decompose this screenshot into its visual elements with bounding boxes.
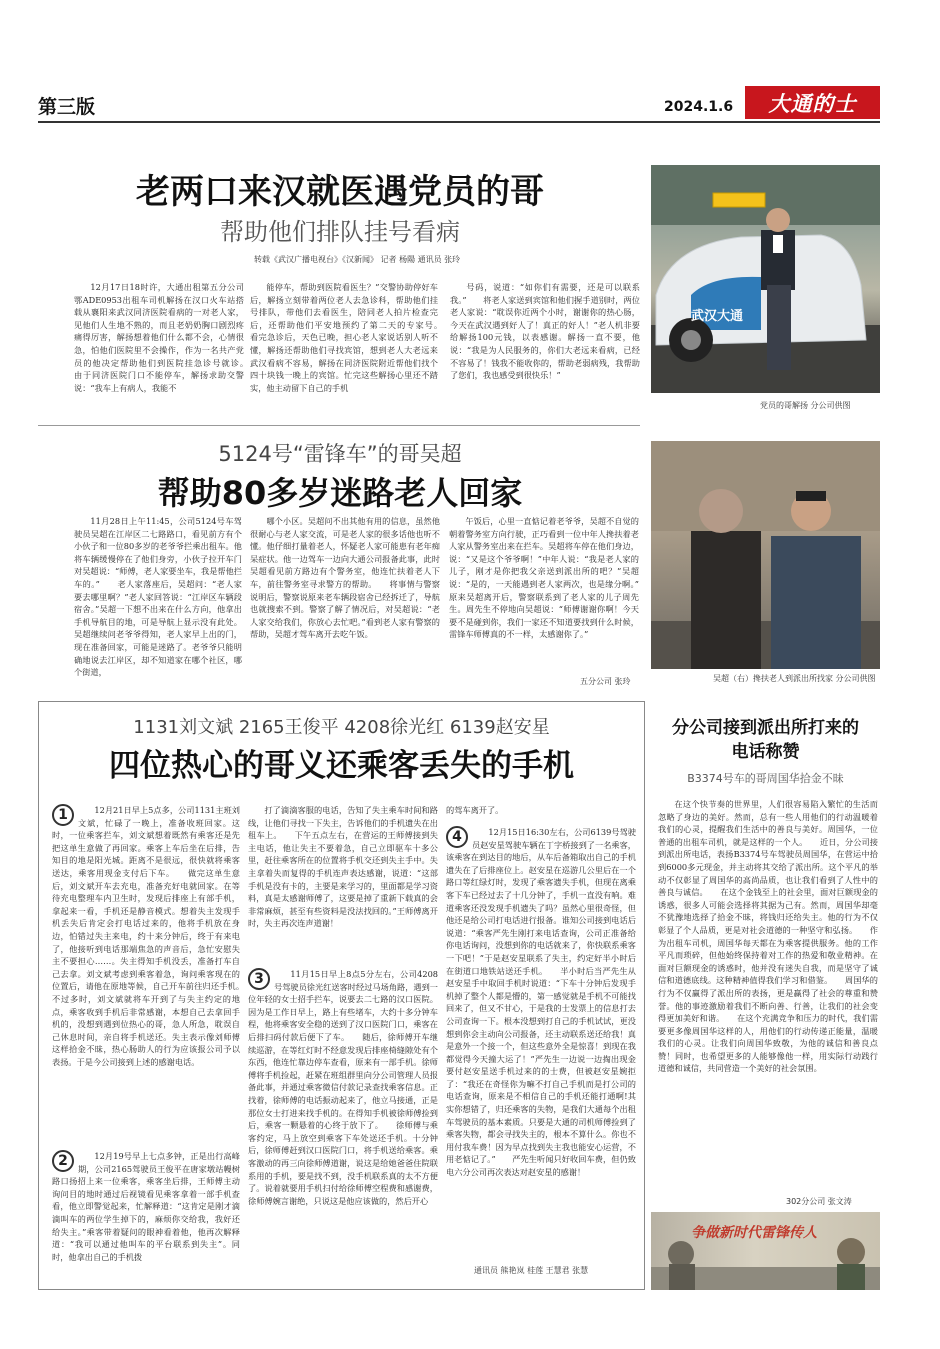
story3-text-2a: 打了滴滴客服的电话，告知了失主乘车时间和路线，让他们寻找一下失主，告诉他们的手机遗失在出租车上。 下午五点左右，在营运的王师傅接到失主电话，他让失主不要着急，自己立即驱车十多公里，赶往乘客所在的位置将手机交还到失主手中。失主拿着失而复得的手机连声表达感谢，说道：“这部手机是没有卡的，主要是来学习的，里面都是学习资料，真是太感谢师傅了，这要是掉了重新下载真的会非常麻烦，甚至有些资料是没法找回的。”王师傅离开时，失主再次连声道谢！ (248, 805, 438, 929)
story-number-2: 2 (52, 1150, 74, 1172)
story2-column-3 (449, 515, 639, 673)
driver-helps-elder-illustration (651, 441, 880, 669)
story3-column-1b (52, 1150, 240, 1280)
story3-column-1a (52, 804, 240, 1148)
story4-title-line1: 分公司接到派出所打来的 (672, 718, 859, 738)
story4-title-line2: 电话称赞 (731, 742, 800, 762)
story1-subtitle: 帮助他们排队挂号看病 (220, 218, 460, 246)
story2-caption: 吴超（右）搀扶老人到派出所找家 分公司供图 (713, 674, 876, 683)
story4-column (658, 798, 878, 1194)
edition-label: 第三版 (38, 96, 96, 118)
story3-column-2b (248, 968, 438, 1280)
story1-photo (651, 165, 880, 393)
story2-column-1 (74, 515, 242, 687)
story3-text-3a: 的驾车离开了。 (446, 805, 504, 815)
story-number-1: 1 (52, 804, 74, 826)
story3-column-2a (248, 804, 438, 962)
issue-date: 2024.1.6 (664, 99, 734, 115)
slogan-banner (651, 1212, 880, 1290)
banner-slogan: 争做新时代雷锋传人 (691, 1225, 817, 1241)
story3-title: 四位热心的哥义还乘客丢失的手机 (109, 748, 574, 784)
story1-credit: 转载《武汉广播电视台》《汉新闻》 记者 杨陽 通讯员 张玲 (254, 255, 461, 264)
story1-text-2: 能停车，帮助到医院看医生？”交警协助停好车后，解扬立刻带着两位老人去急诊科，帮助他们挂号排队，带他们去看医生，陪同老人拍片检查完后，还帮助他们平安地预约了第二天的专家号。 看完急诊后，天色已晚，担心老人家说话别人听不懂，解扬还帮助他们寻找宾馆，想到老人大老远来武汉看病不容易，解扬在同济医院附近帮他们找个四十块钱一晚上的宾馆。忙完这些解扬心里还不踏实，他主动留下自己的手机 (250, 282, 438, 393)
story2-text-3: 午饭后，心里一直惦记着老爷爷，吴超不自觉的朝着警务室方向行驶，正巧看到一位中年人搀扶着老人家从警务室出来在拦车。吴超将车停在他们身边，说：“又是这个爷爷啊！”中年人说：“我是老人家的儿子，刚才是你把我父亲送到派出所的吧？”吴超说：“是的，一天能遇到老人家两次，也是缘分啊。” 原来吴超离开后，警察联系到了老人家的儿子周先生。周先生不停地向吴超说：“师傅谢谢你啊！今天要不是碰到你，我们一家还不知道要找到什么时候，雷锋车师傅真的不一样，太感谢你了。” (449, 516, 639, 640)
story2-title: 帮助80多岁迷路老人回家 (157, 474, 523, 512)
story2-column-2 (250, 515, 440, 687)
story3-column-3a (446, 804, 636, 818)
story3-text-1b: 12月19号早上七点多钟，正是出行高峰期，公司2165驾驶员王俊平在唐家墩站幔树路口扬招上来一位乘客，乘客坐后排，王师傅主动询问目的地时通过后视镜看见乘客拿着一部手机查看，他立即警觉起来，忙解释道：“这肯定是刚才滴滴叫车的两位学生掉下的，麻烦你交给我，我好还给失主。”乘客带着疑问的眼神看着他，他再次解释道：“我可以通过他叫车的平台联系到失主”。同时，他拿出自己的手机拨 (52, 1151, 240, 1262)
story-number-3: 3 (248, 968, 270, 990)
story4-text: 在这个快节奏的世界里，人们很容易陷入繁忙的生活而忽略了身边的美好。然而，总有一些人用他们的行动温暖着我们的心灵，提醒我们生活中的善良与美好。周国华，一位普通的出租车司机，就是这样的一个人。 近日，分公司接到派出所电话，表扬B3374号车驾驶员周国华，在营运中拾到6000多元现金，并主动将其交给了派出所。这个平凡的举动不仅彰显了周国华的高尚品质，也让我们看到了人性中的善良与诚信。 在这个金钱至上的社会里，面对巨额现金的诱惑，很多人可能会选择将其据为己有。然而，周国华却毫不犹豫地选择了拾金不昧，将钱归还给失主。他的行为不仅彰显了个人品质，更是对社会道德的一种坚守和弘扬。 作为出租车司机，周国华每天都在为乘客提供服务。他的工作平凡而琐碎，但他始终保持着对工作的热爱和敬业精神。在面对巨额现金的诱惑时，他并没有迷失自我，而是坚守了诚信和道德底线。这种精神值得我们学习和借鉴。 周国华的行为不仅赢得了派出所的表扬，更是赢得了社会的尊重和赞誉。他的事迹激励着我们不断向善、行善，让我们的社会变得更加美好和谐。 在这个充满竞争和压力的时代，我们需要更多像周国华这样的人，用他们的行动传递正能量，温暖我们的心灵。让我们向周国华致敬，为他的诚信和善良点赞！同时，也希望更多的人能够像他一样，用实际行动践行道德和诚信，共同营造一个美好的社会氛围。 (658, 799, 878, 1074)
story-number-4: 4 (446, 826, 468, 848)
story4-subtitle: B3374号车的哥周国华拾金不昧 (687, 772, 844, 785)
story2-text-1: 11月28日上午11:45，公司5124号车驾驶员吴超在江岸区二七路路口，看见前方有个小伙子和一位80多岁的老爷爷拦乘出租车。他将车辆缓慢停在了他们身旁，小伙子拉开车门对吴超说：“师傅，老人家要坐车，我是帮他拦车的。” 老人家落座后，吴超问：“老人家要去哪里啊？”老人家回答说：“江岸区车辆段宿舍。”吴超一下想不出来在什么方向，他拿出手机导航目的地，可是导航上显示没有此处。吴超继续问老爷爷得知，老人家早上出的门，现在准备回家，可能是迷路了。老爷爷只能明确地说去江岸区，却不知道家在哪个社区，哪个街道， (74, 516, 242, 678)
story1-column-2 (250, 281, 438, 417)
story3-text-2b: 11月15日早上8点5分左右，公司4208号驾驶员徐光红送客时经过马场角路，遇到一位年轻的女士招手拦车，说要去二七路的汉口医院。因为是工作日早上，路上有些堵车，大约十多分钟车程，他将乘客安全稳的送到了汉口医院门口，乘客在后排扫码付款后便下了车。 随后，徐师傅开车继续巡游，在等红灯时不经意发现后排座椅缝隙处有个东西，他连忙靠边停车查看，原来有一部手机。徐师傅将手机捡起，赶紧在班组群里向分公司管理人员报备此事，并通过乘客微信付款记录查找乘客信息。正找着，徐师傅的电话振动起来了，他立马接通，正是那位女士打进来找手机的。在得知手机被徐师傅捡到后，乘客一颗悬着的心终于放下了。 徐师傅与乘客约定，马上放空到乘客下车处送还手机。十分钟后，徐师傅赶到汉口医院门口，将手机送给乘客。乘客激动的再三向徐师傅道谢，说这是给她爸爸住院联系用的手机，要是找不到，没手机联系真的太不方便了。说着就要用手机扫付给徐师傅空程费和感谢费，徐师傅婉言谢绝，只说这是他应该做的，然后开心 (248, 969, 438, 1206)
story1-title: 老两口来汉就医遇党员的哥 (136, 172, 544, 212)
masthead-logo (745, 86, 880, 119)
story3-text-1a: 12月21日早上5点多，公司1131主班刘文斌，忙碌了一晚上，准备收班回家。这时，一位乘客拦车，刘文斌想着既然有乘客还是先把这单生意做了再回家。乘客上车后坐在后排，告知目的地是阳光城。距离不是很远，很快就将乘客送达，乘客用现金支付后下车。 做完这单生意后，刘文斌开车去充电，准备充好电就回家。在等待充电整理车内卫生时，发现后排座上有部手机，拿起来一看，手机还是静音模式。想着失主发现手机丢失后肯定会打电话过来的，他将手机放在身边，怕错过失主来电，约十来分钟后，终于有来电了，他接听到电话那端焦急的声音后，急忙安慰失主不要担心……。失主得知手机没丢，准备打车自己去拿。刘文斌考虑到乘客着急，询问乘客现在的位置后，请他在原地等候，自己开车前往归还手机。 不过多时，刘文斌就将车开到了与失主约定的地点，乘客收到手机后非常感谢，本想自己去拿回手机的，没想到遇到位热心的哥，急人所急，耽误自己休息时间，亲自将手机送还。失主表示像刘师傅这样拾金不昧，热心肠助人的行为应该报公司予以表扬。于是今公司接到上述的感谢电话。 (52, 805, 240, 1067)
story4-credit: 302分公司 张文涛 (786, 1197, 852, 1206)
story1-column-3 (450, 281, 640, 417)
story2-photo (651, 441, 880, 669)
story2-credit: 五分公司 张玲 (580, 677, 631, 686)
story3-kicker: 1131刘文斌 2165王俊平 4208徐光红 6139赵安星 (133, 717, 550, 738)
taxi-door-text: 武汉大通 (691, 309, 744, 324)
divider-1 (38, 425, 640, 426)
story2-text-2: 哪个小区。吴超问不出其他有用的信息，虽然他很耐心与老人家交流，可是老人家的很多话他也听不懂。他仔细打量着老人，怀疑老人家可能患有老年痴呆症状。他一边驾车一边向大通公司报备此事，此时吴超看见前方路边有个警务室，他连忙扶着老人下车，前往警务室寻求警方的帮助。 将事情与警察说明后，警察说原来老车辆段宿舍已经拆迁了，导航也就搜索不到。警察了解了情况后，对吴超说：“老人家交给我们，你放心去忙吧。”看到老人家有警察的帮助，吴超才驾车离开去吃午饭。 (250, 516, 440, 640)
story1-text-1: 12月17日18时许，大通出租第五分公司鄂ADE0953出租车司机解扬在汉口火车站搭载从襄阳来武汉同济医院看病的一对老人家，见他们人生地不熟的，而且老奶奶胸口剧烈疼痛得厉害，解扬想着他们什么都不会，心情很急，怕他们医院里不会操作，作为一名共产党员的他决定帮助他们到医院挂急诊号就诊。 由于同济医院门口不能停车，解扬求助交警说：“我车上有病人，我能不 (74, 282, 244, 393)
taxi-driver-illustration (651, 165, 880, 393)
masthead-text: 大通的士 (768, 90, 857, 116)
story3-column-3b (446, 826, 636, 1258)
header-rule (38, 121, 880, 123)
story3-credit: 通讯员 熊艳岚 桂莲 王慧君 张慧 (474, 1266, 589, 1275)
story1-caption: 党员的哥解扬 分公司供图 (760, 401, 851, 410)
story3-text-3b: 12月15日16:30左右，公司6139号驾驶员赵安星驾驶车辆在丁字桥接到了一名乘客，该乘客在到达目的地后，从车后备箱取出自己的手机遗失在了后排座位上。赵安星在巡游几公里后在一个路口等红绿灯时，发现了乘客遗失手机，但现在离乘客下车已经过去了十几分钟了，手机一直没有响。难道乘客还没发现手机遗失了吗？虽然心里很奇怪，但他还是给公司打电话进行报备。谁知公司接到电话后说道：“乘客严先生刚打来电话查询，公司正准备给你电话询问，没想到你的电话就来了，你快联系乘客一下吧！”于是赵安星联系了失主，约定好半小时后在街道口地铁站送还手机。 半小时后当严先生从赵安星手中取回手机时说道：“下车十分钟后发现手机掉了整个人都是懵的，第一感觉就是手机不可能找回来了，但又不甘心，于是我的士发票上的信息打去公司查询一下。根本没想到打自己的手机试试，更没想到你会主动向公司报备，还主动联系送还给我！真是意外一个接一个，但这些意外全是惊喜！到现在我都觉得今天撞大运了！”严先生一边说一边掏出现金要付赵安星送手机过来的的士费，但被赵安星婉拒了：“我还在奇怪你为嘛不打自己手机而是打公司的电话查询，原来是不相信自己的手机还能打通啊!其实你想错了，归还乘客的失物，是我们大通每个出租车驾驶员的基本素质。只要是大通的司机师傅捡到了乘客失物，都会寻找失主的，根本不算什么。你也不用付我车费！因为早点找到失主我也能安心运营，不用老惦记了。” 严先生听闻只好收回车费，但仍致电六分公司再次表达对赵安星的感谢！ (446, 827, 636, 1178)
story2-kicker: 5124号“雷锋车”的哥吴超 (218, 442, 462, 466)
story1-column-1 (74, 281, 244, 417)
story1-text-3: 号码，说道：“如你们有需要，还是可以联系我。” 将老人家送到宾馆和他们握手道别时，两位老人家说：“耽误你近两个小时，谢谢你的热心肠，今天在武汉遇到好人了！真正的好人！”老人机非要给解扬100元钱，以表感谢。解扬一直不要，他说：“我是为人民服务的，你们大老远来看病，已经不容易了！钱我不能收你的，帮助老弱病残，我帮助了您们，我也感受到很快乐！” (450, 282, 640, 381)
